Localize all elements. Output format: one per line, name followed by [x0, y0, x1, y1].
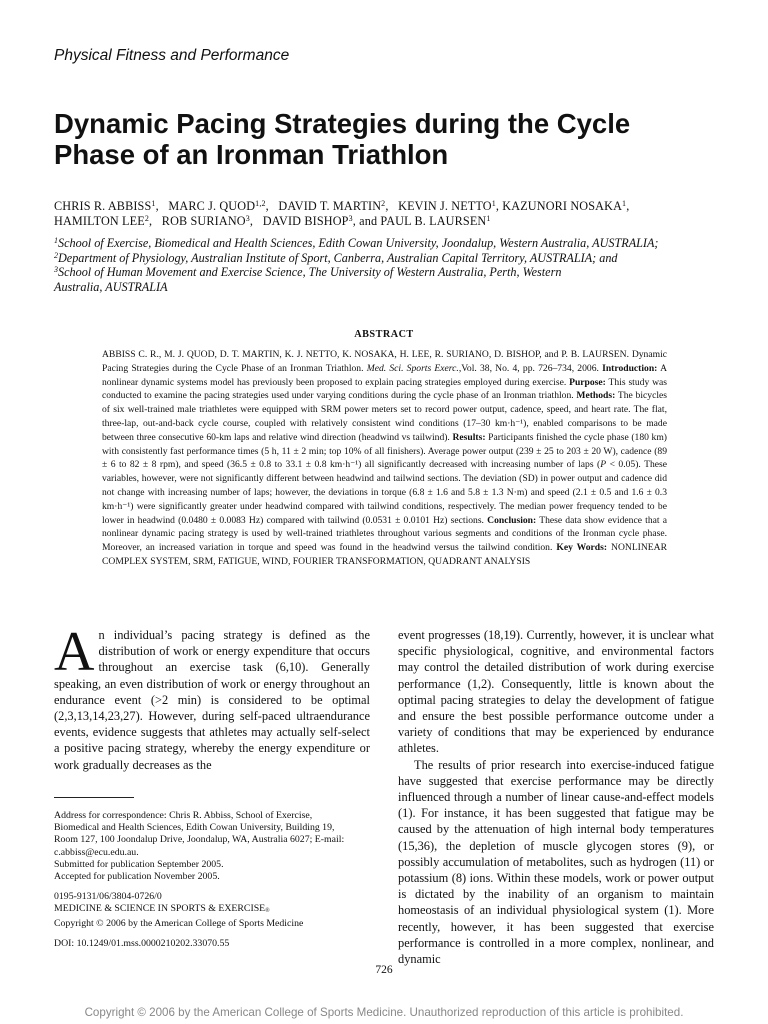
author-name: CHRIS R. ABBISS: [54, 199, 152, 213]
author-name: ROB SURIANO: [161, 213, 246, 228]
author-affil-marker: 1: [151, 199, 156, 208]
author-name: PAUL B. LAURSEN: [380, 213, 487, 228]
affil-text: School of Exercise, Biomedical and Health Sciences, Edith Cowan University, Joondalup, Western Australia, AUSTRALIA;: [58, 236, 659, 250]
affiliation-3-cont: Australia, AUSTRALIA: [54, 279, 168, 294]
author-affil-marker: 1,2: [255, 199, 266, 208]
author-affil-marker: 3: [245, 213, 250, 223]
abstract-results-a: Participants finished the cycle phase (180 km) with consistently fast performance times (5 h, 11 ± 2 min; top 10% of all finishers). Average power output (239 ± 25 to 203 ± 20 W), cadence (89 ± 6 to 82 ± 8 rpm), and speed (36.5 ± 0.8 to 33.1 ± 0.8 km·h⁻¹) all significantly decreased with increasing number of laps (: [102, 431, 668, 471]
author-name: MARC J. QUOD: [168, 199, 256, 213]
author-name: HAMILTON LEE: [54, 213, 145, 228]
footnote-divider: [54, 797, 134, 798]
footnote-spacer: [54, 883, 370, 891]
author-affil-marker: 1: [491, 199, 496, 208]
abstract-conclusion-label: Conclusion:: [487, 514, 537, 526]
author-affil-marker: 2: [381, 199, 386, 208]
copyright-watermark: Copyright © 2006 by the American College of Sports Medicine. Unauthorized reproduction of this article is prohibited.: [84, 1006, 684, 1019]
author-line-2: HAMILTON LEE$^2$, ROB SURIANO$^3$, DAVID BISHOP$^3$, and PAUL B. LAURSEN$^1$: [54, 213, 491, 228]
abstract-intro: A nonlinear dynamic systems model has previously been proposed to explain pacing strategies employed during exercise.: [102, 362, 667, 388]
author-affil-marker: 1: [486, 213, 491, 223]
author-affil-marker: 1: [622, 199, 627, 208]
abstract-purpose: This study was conducted to examine the pacing strategies used under varying conditions during the cycle phase of an Ironman triathlon.: [102, 376, 668, 402]
author-affil-marker: 3: [348, 213, 353, 223]
title-line-1: Dynamic Pacing Strategies during the Cycle: [54, 108, 631, 139]
affil-marker: 3: [54, 265, 58, 274]
abstract-intro-label: Introduction:: [602, 362, 658, 374]
abstract-results-label: Results:: [452, 431, 486, 443]
author-name: DAVID BISHOP: [262, 213, 349, 228]
abstract-citation: ABBISS C. R., M. J. QUOD, D. T. MARTIN, K. J. NETTO, K. NOSAKA, H. LEE, R. SURIANO, D. BISHOP, and P. B. LAURSEN. Dynamic Pacing Strategies during the Cycle Phase of an Ironman Triathlon.: [102, 349, 667, 374]
journal-name-text: MEDICINE & SCIENCE IN SPORTS & EXERCISE: [54, 903, 266, 915]
article-title: [54, 108, 734, 170]
body-column-right: [398, 627, 714, 967]
affil-marker: 2: [54, 250, 58, 260]
journal-name: [54, 903, 370, 917]
footnote-spacer: [54, 930, 370, 938]
body-column-left: [54, 621, 370, 773]
author-conjunction: and: [359, 213, 378, 228]
correspondence-email: c.abbiss@ecu.edu.au.: [54, 846, 139, 858]
abstract-methods: The bicycles of six well-trained male triathletes were equipped with SRM power meters set to record power output, cadence, speed, and heart rate. The flat, three-lap, out-and-back cycle course, coupled with relatively consistent wind conditions (17–30 km·h⁻¹), enabled comparisons to be made between three consecutive 60-km laps and relative wind direction (headwind vs tailwind).: [102, 390, 667, 443]
journal-copyright: Copyright © 2006 by the American College of Sports Medicine: [54, 917, 304, 929]
affil-text: School of Human Movement and Exercise Science, The University of Western Australia, Perth, Western: [58, 265, 562, 279]
author-name: DAVID T. MARTIN: [278, 199, 382, 213]
correspondence-line: Room 127, 100 Joondalup Drive, Joondalup, WA, Australia 6027; E-mail:: [54, 834, 345, 846]
issn: 0195-9131/06/3804-0726/0: [54, 891, 162, 903]
drop-cap: A: [54, 621, 95, 683]
affil-text: Department of Physiology, Australian Institute of Sport, Canberra, Australian Capital Territory, AUSTRALIA; and: [58, 250, 618, 265]
author-name: KEVIN J. NETTO: [398, 199, 492, 213]
journal-section-heading: Physical Fitness and Performance: [54, 47, 290, 64]
submitted-date: Submitted for publication September 2005.: [54, 858, 224, 870]
abstract-volume: ,Vol. 38, No. 4, pp. 726–734, 2006.: [458, 362, 599, 374]
correspondence-line: Address for correspondence: Chris R. Abbiss, School of Exercise,: [54, 810, 313, 821]
correspondence-line: Biomedical and Health Sciences, Edith Cowan University, Building 19,: [54, 822, 335, 834]
affiliation-3: [54, 265, 734, 280]
body-paragraph: n individual’s pacing strategy is defined as the distribution of work or energy expenditure that occurs throughout an exercise task (6,10). Generally speaking, an even distribution of work or energy throughout an endurance event (>2 min) is considered to be optimal (2,3,13,14,23,27). However, during self-paced ultraendurance events, evidence suggests that athletes may actually self-select a positive pacing strategy, whereby the energy expenditure or work gradually decreases as the: [54, 628, 370, 772]
doi: DOI: 10.1249/01.mss.0000210202.33070.55: [54, 937, 230, 949]
accepted-date: Accepted for publication November 2005.: [54, 871, 220, 883]
abstract-conclusion: These data show evidence that a nonlinear dynamic pacing strategy is used by well-trained triathletes throughout various segments and conditions of the Ironman cycle phase. Moreover, an increased variation in torque and speed was found in the headwind versus the tailwind condition.: [102, 514, 667, 554]
abstract-p-symbol: P: [600, 459, 607, 471]
abstract-keywords-label: Key Words:: [556, 542, 608, 554]
body-paragraph: event progresses (18,19). Currently, however, it is unclear what specific physiological, cognitive, and environmental factors may control the detailed distribution of work during exercise performance (1,2). Consequently, little is known about the optimal pacing strategies to delay the development of fatigue and ensure the best possible performance outcome under a variety of conditions that may be experienced by endurance athletes.: [398, 628, 714, 756]
registered-mark: ®: [265, 908, 270, 915]
abstract-keywords: NONLINEAR COMPLEX SYSTEM, SRM, FATIGUE, WIND, FOURIER TRANSFORMATION, QUADRANT ANALYSIS: [102, 542, 667, 567]
affiliations: [54, 236, 734, 294]
title-line-2: Phase of an Ironman Triathlon: [54, 139, 449, 170]
abstract-purpose-label: Purpose:: [569, 376, 606, 388]
affiliation-2: [54, 251, 734, 266]
abstract-body: [102, 348, 667, 569]
abstract-methods-label: Methods:: [576, 390, 616, 402]
footnote-block: [54, 810, 370, 950]
affil-marker: 1: [54, 236, 58, 245]
author-list: [54, 199, 734, 228]
page-number: 726: [375, 964, 393, 976]
abstract-results-b: < 0.05). These variables, however, were not significantly different between headwind and tailwind sections. The deviation (SD) in power output and cadence did not change with increasing number of laps; however, the deviations in torque (6.8 ± 1.6 and 5.8 ± 1.3 N·m) and speed (2.1 ± 0.5 and 1.6 ± 0.3 km·h⁻¹) were significantly greater under headwind compared with tailwind conditions, respectively. The median power frequency tended to be lower in headwind (0.0480 ± 0.0083 Hz) compared with tailwind (0.0531 ± 0.0101 Hz) sections.: [102, 459, 667, 526]
abstract-heading: ABSTRACT: [354, 329, 414, 340]
author-line-1: CHRIS R. ABBISS$^1$, MARC J. QUOD$^{1,2}$, DAVID T. MARTIN$^2$, KEVIN J. NETTO$^1$, KAZUNORI NOSAKA$^1$,: [54, 199, 630, 213]
affiliation-1: [54, 236, 734, 251]
author-name: KAZUNORI NOSAKA: [502, 199, 623, 213]
body-paragraph: The results of prior research into exercise-induced fatigue have suggested that exercise performance may be directly influenced through a number of linear cause-and-effect models (1). For instance, it has been suggested that fatigue may be caused by the attenuation of high internal body temperatures (15,36), the depletion of muscle glycogen stores (9), or possibly accumulation of metabolites, such as hydrogen (11) or potassium (8) ions. Within these models, work or power output is dictated by the inability of an organism to maintain homeostasis of an individual physiological system (1). More recently, however, it has been suggested that exercise performance is controlled in a more complex, nonlinear, and dynamic: [398, 757, 714, 967]
author-affil-marker: 2: [144, 213, 149, 223]
abstract-journal: Med. Sci. Sports Exerc.: [366, 362, 459, 374]
